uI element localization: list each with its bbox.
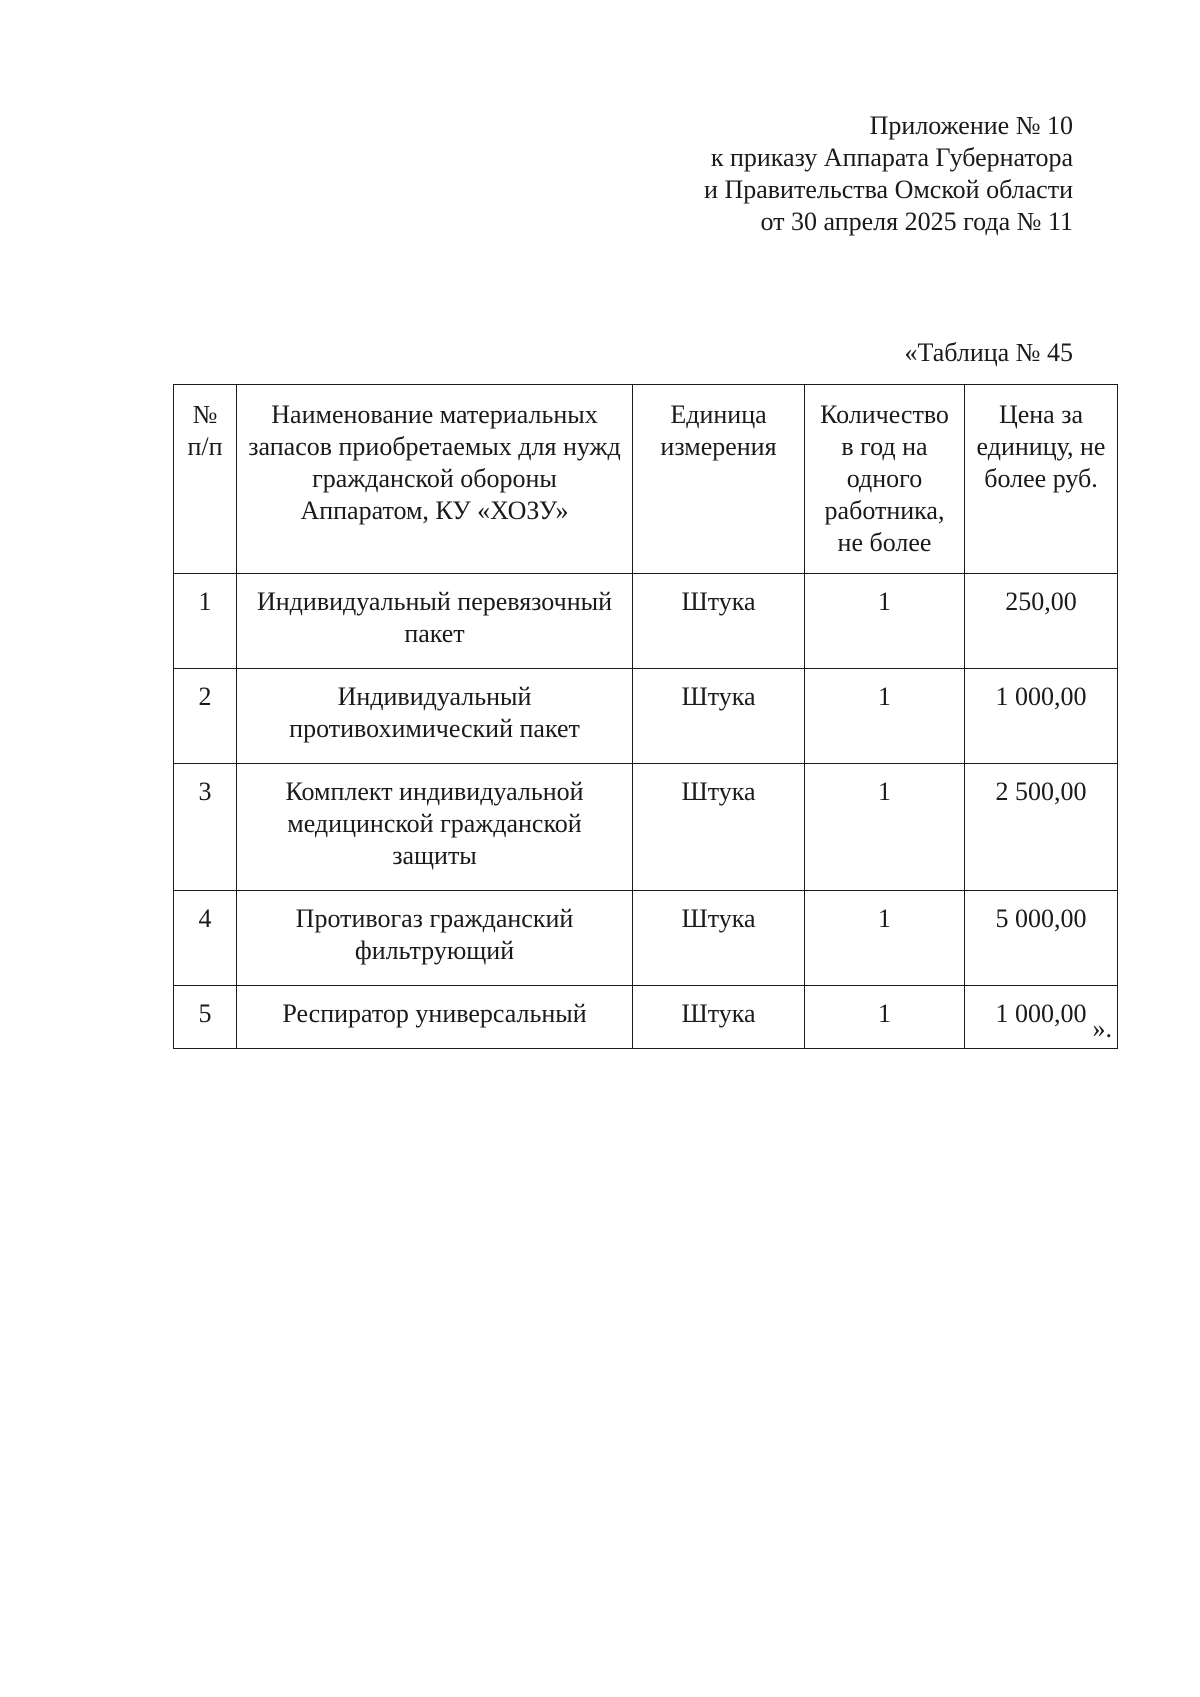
row-number: 2 (174, 669, 237, 764)
item-name: Комплект индивидуальной медицинской гражданской защиты (237, 764, 633, 891)
order-issuer-line-2: и Правительства Омской области (704, 175, 1073, 204)
table-caption: «Таблица № 45 (904, 338, 1073, 367)
item-unit: Штука (633, 669, 805, 764)
item-price: 1 000,00 (965, 669, 1118, 764)
item-unit: Штука (633, 986, 805, 1049)
item-unit: Штука (633, 891, 805, 986)
item-name: Индивидуальный противохимический пакет (237, 669, 633, 764)
table-header-row (174, 385, 1118, 574)
appendix-number: Приложение № 10 (869, 111, 1073, 140)
order-date-number: от 30 апреля 2025 года № 11 (760, 207, 1073, 236)
table-row (174, 669, 1118, 764)
column-header-name: Наименование материальных запасов приобретаемых для нужд гражданской обороны Аппаратом, КУ «ХОЗУ» (237, 385, 633, 574)
item-price: 1 000,00 (965, 986, 1118, 1049)
table-row (174, 764, 1118, 891)
order-issuer-line-1: к приказу Аппарата Губернатора (710, 143, 1073, 172)
appendix-header (704, 110, 1073, 238)
item-price: 2 500,00 (965, 764, 1118, 891)
column-header-unit: Единица измерения (633, 385, 805, 574)
closing-quote: ». (1092, 1014, 1112, 1043)
item-quantity: 1 (805, 669, 965, 764)
column-header-price: Цена за единицу, не более руб. (965, 385, 1118, 574)
column-header-number: № п/п (174, 385, 237, 574)
row-number: 1 (174, 574, 237, 669)
item-price: 5 000,00 (965, 891, 1118, 986)
item-quantity: 1 (805, 574, 965, 669)
item-name: Противогаз гражданский фильтрующий (237, 891, 633, 986)
item-quantity: 1 (805, 986, 965, 1049)
table-row (174, 986, 1118, 1049)
item-name: Индивидуальный перевязочный пакет (237, 574, 633, 669)
materials-table (173, 384, 1118, 1049)
item-unit: Штука (633, 574, 805, 669)
row-number: 4 (174, 891, 237, 986)
row-number: 3 (174, 764, 237, 891)
item-unit: Штука (633, 764, 805, 891)
row-number: 5 (174, 986, 237, 1049)
column-header-quantity: Количество в год на одного работника, не более (805, 385, 965, 574)
table-row (174, 574, 1118, 669)
item-price: 250,00 (965, 574, 1118, 669)
item-quantity: 1 (805, 764, 965, 891)
table-row (174, 891, 1118, 986)
item-name: Респиратор универсальный (237, 986, 633, 1049)
item-quantity: 1 (805, 891, 965, 986)
